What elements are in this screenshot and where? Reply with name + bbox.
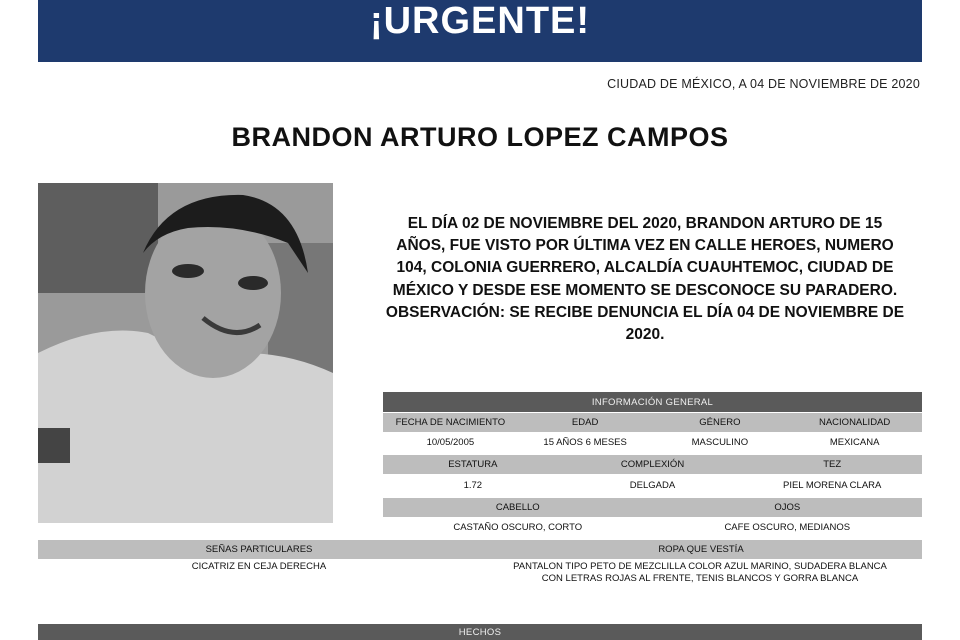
label-gender: GÉNERO xyxy=(699,417,741,428)
info-header-row-4 xyxy=(38,540,922,559)
label-birth-date: FECHA DE NACIMIENTO xyxy=(395,417,506,428)
value-skin: PIEL MORENA CLARA xyxy=(782,480,882,491)
info-value-row-3 xyxy=(383,518,922,537)
value-clothing xyxy=(480,561,920,585)
label-build: COMPLEXIÓN xyxy=(620,459,685,470)
value-hair: CASTAÑO OSCURO, CORTO xyxy=(453,522,583,533)
value-marks: CICATRIZ EN CEJA DERECHA xyxy=(191,561,327,572)
value-gender: MASCULINO xyxy=(691,437,749,448)
info-section-header xyxy=(383,392,922,412)
label-marks: SEÑAS PARTICULARES xyxy=(205,544,313,555)
label-height: ESTATURA xyxy=(448,459,498,470)
urgent-banner xyxy=(38,0,922,62)
info-value-row-2 xyxy=(383,476,922,495)
person-name: BRANDON ARTURO LOPEZ CAMPOS xyxy=(231,122,729,152)
value-nationality: MEXICANA xyxy=(829,437,880,448)
label-skin: TEZ xyxy=(823,459,842,470)
facts-title: HECHOS xyxy=(458,626,502,638)
info-header-row-1 xyxy=(383,413,922,432)
photo-placeholder-image xyxy=(38,183,333,523)
info-section-title: INFORMACIÓN GENERAL xyxy=(591,396,714,408)
value-clothing-line-1: PANTALON TIPO PETO DE MEZCLILLA COLOR AZUL MARINO, SUDADERA BLANCA xyxy=(513,561,887,572)
value-birth-date: 10/05/2005 xyxy=(426,437,475,448)
person-photo xyxy=(38,183,333,523)
case-description xyxy=(385,213,905,346)
info-header-row-3 xyxy=(383,498,922,517)
value-eyes: CAFE OSCURO, MEDIANOS xyxy=(724,522,851,533)
observation-text: OBSERVACIÓN: SE RECIBE DENUNCIA EL DÍA 04 DE NOVIEMBRE DE 2020. xyxy=(385,303,905,344)
label-clothing: ROPA QUE VESTÍA xyxy=(658,544,744,555)
label-nationality: NACIONALIDAD xyxy=(818,417,891,428)
label-hair: CABELLO xyxy=(495,502,540,513)
facts-section-header xyxy=(38,624,922,640)
date-line: CIUDAD DE MÉXICO, A 04 DE NOVIEMBRE DE 2020 xyxy=(607,77,920,91)
urgent-title: ¡URGENTE! xyxy=(369,0,591,42)
info-header-row-2 xyxy=(383,455,922,474)
description-text: EL DÍA 02 DE NOVIEMBRE DEL 2020, BRANDON ARTURO DE 15 AÑOS, FUE VISTO POR ÚLTIMA VEZ EN CALLE HEROES, NUMERO 104, COLONIA GUERRERO, ALCALDÍA CUAUHTEMOC, CIUDAD DE MÉXICO Y DESDE ESE MOMENTO SE DESCONOCE SU PARADERO. xyxy=(392,215,898,299)
info-value-row-1 xyxy=(383,433,922,452)
value-height: 1.72 xyxy=(463,480,483,491)
label-age: EDAD xyxy=(571,417,599,428)
label-eyes: OJOS xyxy=(774,502,801,513)
value-age: 15 AÑOS 6 MESES xyxy=(543,437,627,448)
value-clothing-line-2: CON LETRAS ROJAS AL FRENTE, TENIS BLANCOS Y GORRA BLANCA xyxy=(541,573,859,584)
value-build: DELGADA xyxy=(629,480,676,491)
